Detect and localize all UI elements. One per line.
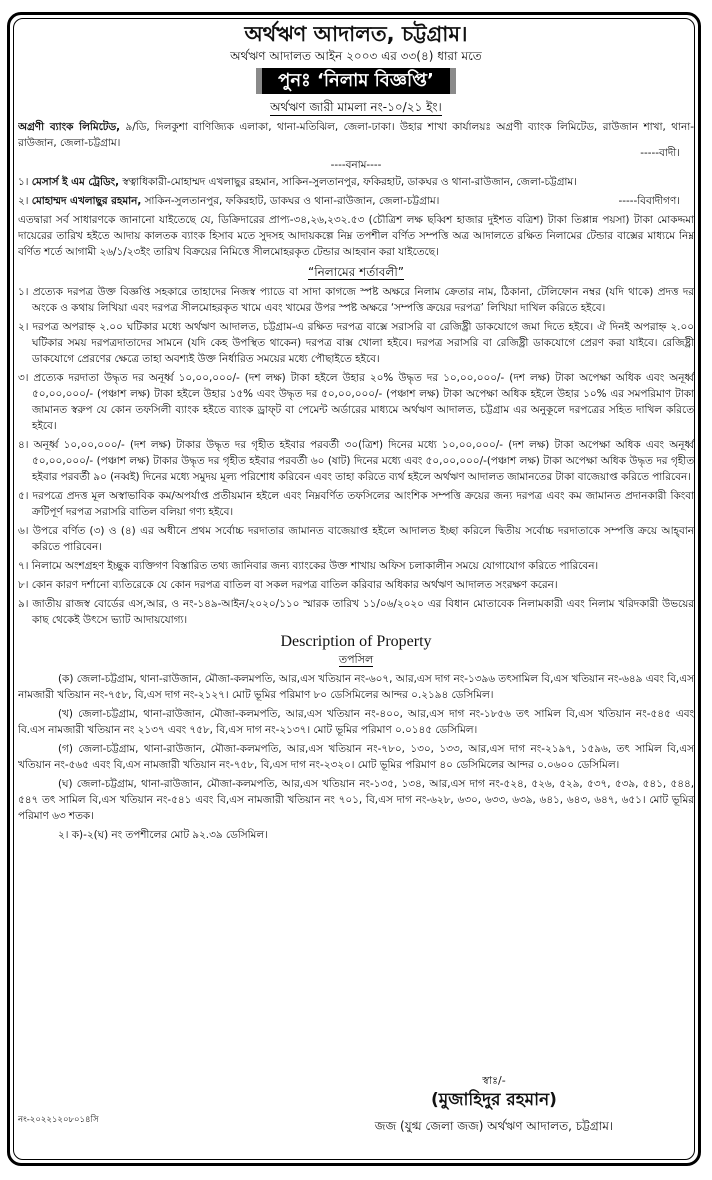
schedule-heading — [18, 652, 694, 668]
condition-7: ৭। নিলামে অংশগ্রহণ ইচ্ছুক ব্যক্তিগণ বিস্তারিত তথ্য জানিবার জন্য ব্যাংকের উক্ত শাখায় অফিস চলাকালীন সময়ে যোগাযোগ করিতে পারিবেন। — [18, 560, 599, 572]
court-title: অর্থঋণ আদালত, চট্টগ্রাম। — [244, 22, 468, 46]
case-number — [18, 99, 694, 115]
notice-document — [18, 20, 694, 1158]
plaintiff-address: ৯/ডি, দিলকুশা বাণিজ্যিক এলাকা, থানা-মতিঝিল, জেলা-ঢাকা। উহার শাখা কার্যালয়ঃ অগ্রণী ব্যাংক লিমিটেড, রাউজান শাখা, থানা-রাউজান, জেলা-চট্টগ্রাম। — [18, 121, 694, 149]
property-ga: (গ) জেলা-চট্টগ্রাম, থানা-রাউজান, মৌজা-কলমপতি, আর,এস খতিয়ান নং-৭৮০, ১৩০, ১৩৩, আর,এস দাগ নং-২১৯৭, ১৫৯৬, তৎ সামিল বি,এস খতিয়ান নং-৫৬৫ এবং বি,এস নামজারী খতিয়ান নং-৭৫৮, বি,এস দাগ নং-২৩২০। মোট ভূমির পরিমাণ ৪০ ডেসিমিলের আন্দর ০.০৬০০ ডেসিমিল। — [18, 743, 694, 771]
banner-wrap — [18, 68, 694, 94]
condition-8: ৮। কোন কারণ দর্শানো ব্যতিরেকে যে কোন দরপত্র বাতিল বা সকল দরপত্র বাতিল করিবার অধিকার অর্থঋণ আদালত সংরক্ষণ করেন। — [18, 579, 558, 591]
defendants-role: -----বিবাদীগণ। — [618, 195, 680, 207]
condition-1: ১। প্রত্যেক দরপত্র উক্ত বিজ্ঞপ্তি সহকারে তাহাদের নিজস্ব প্যাডে বা সাদা কাগজে স্পষ্ট অক্ষরে নিলাম ক্রেতার নাম, ঠিকানা, টেলিফোন নম্বর (যদি থাকে) প্রদত্ত দর অংকে ও কথায় লিখিয়া এবং দরপত্র সীলমোহরকৃত খামে এবং খামের উপর স্পষ্ট অক্ষরে ‘সম্পত্তি ক্রয়ের দরপত্র’ লিখিয়া দাখিল করিতে হইবে। — [18, 286, 694, 314]
law-reference: অর্থঋণ আদালত আইন ২০০৩ এর ৩৩(৪) ধারা মতে — [230, 49, 482, 63]
defendant-2 — [18, 193, 694, 209]
signature-mark: স্বাঃ/- — [482, 1074, 506, 1087]
signature-block — [314, 1074, 674, 1134]
defendant-1-prefix: ১। — [18, 176, 32, 188]
reference-number: নং-২০২২১২০৮০১৪সি — [18, 1115, 99, 1125]
condition-3: ৩। প্রত্যেক দরদাতা উদ্ধৃত দর অনূর্ধ্ব ১০,০০,০০০/- (দশ লক্ষ) টাকা হইলে উহার ২০% উদ্ধৃত দর ১০,০০,০০০/- (দশ লক্ষ) টাকা অপেক্ষা অধিক এবং অনূর্ধ্ব ৫০,০০,০০০/- (পঞ্চাশ লক্ষ) টাকা হইলে উহার ১৫% এবং উদ্ধৃত দর ৫০,০০,০০০/- (পঞ্চাশ লক্ষ) টাকা অপেক্ষা অধিক হইলে উহার ১০% এর সমপরিমাণ টাকা জামানত স্বরুপ যে কোন তফসিলী ব্যাংক হইতে ব্যাংক ড্রাফ্‌ট বা পেমেন্ট অর্ডারের মাধ্যমে অর্থঋণ আদালত, চট্টগ্রাম এর অনুকূলে দরপত্রের সহিত দাখিল করিতে হইবে। — [18, 372, 694, 432]
case-number-text: অর্থঋণ জারী মামলা নং-১০/২১ ইং। — [270, 100, 442, 114]
property-kha: (খ) জেলা-চট্টগ্রাম, থানা-রাউজান, মৌজা-কলমপতি, আর,এস খতিয়ান নং-৪০০, আর,এস দাগ নং-১৮৫৬ তৎ সামিল বি,এস খতিয়ান নং-৫৪৫ এবং বি.এস নামজারী খতিয়ান নং ২১৩৭ এবং ৭৫৮, বি,এস দাগ নং-২১৩৭। মোট ভূমির পরিমাণ ০.০১৪৫ ডেসিমিল। — [18, 708, 694, 736]
defendant-2-prefix: ২। — [18, 195, 32, 207]
description-title: Description of Property — [280, 633, 432, 650]
signatory-title: জজ (যুগ্ম জেলা জজ) অর্থঋণ আদালত, চট্টগ্রাম। — [374, 1119, 614, 1133]
defendant-2-name: মোহাম্মদ এখলাছুর রহমান, — [31, 195, 142, 207]
property-ka: (ক) জেলা-চট্টগ্রাম, থানা-রাউজান, মৌজা-কলমপতি, আর,এস খতিয়ান নং-৬০৭, আর,এস দাগ নং-১৩৯৬ তৎসামিল বি,এস খতিয়ান নং-৬৪৯ এবং বি,এস নামজারী খতিয়ান নং-৭৫৮, বি,এস দাগ নং-২১২৭। মোট ভূমির পরিমাণ ৮০ ডেসিমিলের আন্দর ০.২১৯৪ ডেসিমিল। — [18, 673, 694, 701]
defendant-1-name: মেসার্স ই এম ট্রেডিং, — [31, 176, 120, 188]
schedule-total: ২। ক)-২(ঘ) নং তপশীলের মোট ৯২.৩৯ ডেসিমিল। — [58, 829, 268, 841]
versus-label: ----বনাম---- — [330, 159, 382, 171]
condition-6: ৬। উপরে বর্ণিত (৩) ও (৪) এর অধীনে প্রথম সর্বোচ্চ দরদাতার জামানত বাজেয়াপ্ত হইলে আদালত ইচ্ছা করিলে দ্বিতীয় সর্বোচ্চ দরদাতাকে সম্পত্তি ক্রয়ে আহ্‌বান করিতে পারিবেন। — [18, 525, 694, 553]
condition-4: ৪। অনূর্ধ্ব ১০,০০,০০০/- (দশ লক্ষ) টাকার উদ্ধৃত দর গৃহীত হইবার পরবর্তী ৩০(ত্রিশ) দিনের মধ্যে ১০,০০,০০০/- (দশ লক্ষ) টাকা অপেক্ষা অধিক এবং অনূর্ধ্ব ৫০,০০,০০০/- (পঞ্চাশ লক্ষ) টাকার উদ্ধৃত দর গৃহীত হইবার পরবর্তী ৬০ (ষাট) দিনের মধ্যে এবং ৫০,০০,০০০/-(পঞ্চাশ লক্ষ) টাকা অপেক্ষা অধিক উদ্ধৃত দর গৃহীত হইবার পরবর্তী ৯০ (নব্বই) দিনের মধ্যে সমুদয় মূল্য পরিশোধ করিবেন এবং তাহা করিতে ব্যর্থ হইলে অর্থঋণ আদালত জামানতের টাকা বাজেয়াপ্ত করিতে পারিবেন। — [18, 439, 694, 483]
condition-5: ৫। দরপত্রে প্রদত্ত মূল অস্বাভাবিক কম/অপর্যাপ্ত প্রতীয়মান হইলে এবং নিম্নবর্ণিত তফসিলের আংশিক সম্পত্তি ক্রয়ের জন্য দরপত্র এবং কম জামানত প্রদানকারী কিংবা ক্রটিপূর্ণ দরপত্র সরাসরি বাতিল বলিয়া গণ্য হইবে। — [18, 490, 694, 518]
defendant-1-details: স্বত্বাধিকারী-মোহাম্মদ এখলাছুর রহমান, সাকিন-সুলতানপুর, ফকিরহাট, ডাকঘর ও থানা-রাউজান, জেলা-চট্টগ্রাম। — [119, 176, 577, 188]
plaintiff-name: অগ্রণী ব্যাংক লিমিটেড, — [18, 121, 121, 133]
plaintiff-role: -----বাদী। — [640, 147, 680, 159]
defendant-1 — [18, 174, 694, 190]
condition-2: ২। দরপত্র অপরাহ্ন ২.০০ ঘটিকার মধ্যে অর্থঋণ আদালত, চট্টগ্রাম-এ রক্ষিত দরপত্র বাক্সে সরাসরি বা রেজিষ্ট্রী ডাকযোগে জমা দিতে হইবে। ঐ দিনই অপরাহ্ন ২.০০ ঘটিকার সময় দরপত্রদাতাদের সামনে (যদি কেহ উপস্থিত থাকেন) দরপত্র বাক্স খোলা হইবে। দরপত্র সরাসরি বা রেজিষ্ট্রী ডাকযোগে প্রেরণ করা যাইবে। রেজিষ্ট্রী ডাকযোগে প্রেরণের ক্ষেত্রে তাহা অবশ্যই উক্ত নির্ধারিত সময়ের মধ্যে পৌছাইতে হইবে। — [18, 321, 694, 365]
conditions-heading — [18, 263, 694, 281]
condition-9: ৯। জাতীয় রাজস্ব বোর্ডের এস,আর, ও নং-১৪৯-আইন/২০২০/১১০ স্মারক তারিখ ১১/০৬/২০২০ এর বিধান মোতাবেক নিলামকারী এবং নিলাম খরিদকারী উভয়ের কাছ থেকেই উৎসে ভ্যাট আদায়যোগ্য। — [18, 598, 694, 626]
schedule-title: তপসিল — [338, 653, 374, 666]
defendant-2-details: সাকিন-সুলতানপুর, ফকিরহাট, ডাকঘর ও থানা-রাউজান, জেলা-চট্টগ্রাম। — [141, 195, 440, 207]
signatory-name: (মুজাহিদুর রহমান) — [431, 1090, 557, 1110]
property-gha: (ঘ) জেলা-চট্টগ্রাম, থানা-রাউজান, মৌজা-কলমপতি, আর,এস খতিয়ান নং-১৩৫, ১৩৪, আর,এস দাগ নং-৫২৪, ৫২৬, ৫২৯, ৫৩৭, ৫৩৯, ৫৪১, ৫৪৪, ৫৪৭ তৎ সামিল বি,এস খতিয়ান নং-৫৪১ এবং বি,এস নামজারী খতিয়ান নং ৭০১, বি,এস দাগ নং-৬২৮, ৬৩০, ৬৩৩, ৬৩৯, ৬৪১, ৬৪৩, ৬৪৭, ৬৫১। মোট ভূমির পরিমাণ ৬৩ শতক। — [18, 778, 694, 822]
notice-text: এতদ্বারা সর্ব সাধারণকে জানানো যাইতেছে যে, ডিক্রিদারের প্রাপ্য-৩৪,২৬,২৩২.৫৩ (চৌত্রিশ লক্ষ ছব্বিশ হাজার দুইশত বত্রিশ) টাকা তিপ্পান্ন পয়সা) টাকা মোকদ্দমা দায়েরের তারিখ হইতে আদায় কালতক ব্যাংক হিসাব মতে সুদসহ আদায়কল্পে নিম্ন তপশীল বর্ণিত সম্পত্তি অত্র আদালতে রক্ষিত নিলামের টেন্ডার বাক্সের মাধ্যমে নিম্ন বর্ণিত শর্তে আগামী ২৬/১/২৩ইং তারিখ বিক্রয়ের নিমিত্তে সীলমোহরকৃত টেন্ডার আহবান করা যাইতেছে। — [18, 214, 694, 258]
conditions-title: “নিলামের শর্তাবলী” — [308, 265, 404, 279]
auction-notice-banner: পুনঃ ‘নিলাম বিজ্ঞপ্তি’ — [256, 68, 456, 94]
